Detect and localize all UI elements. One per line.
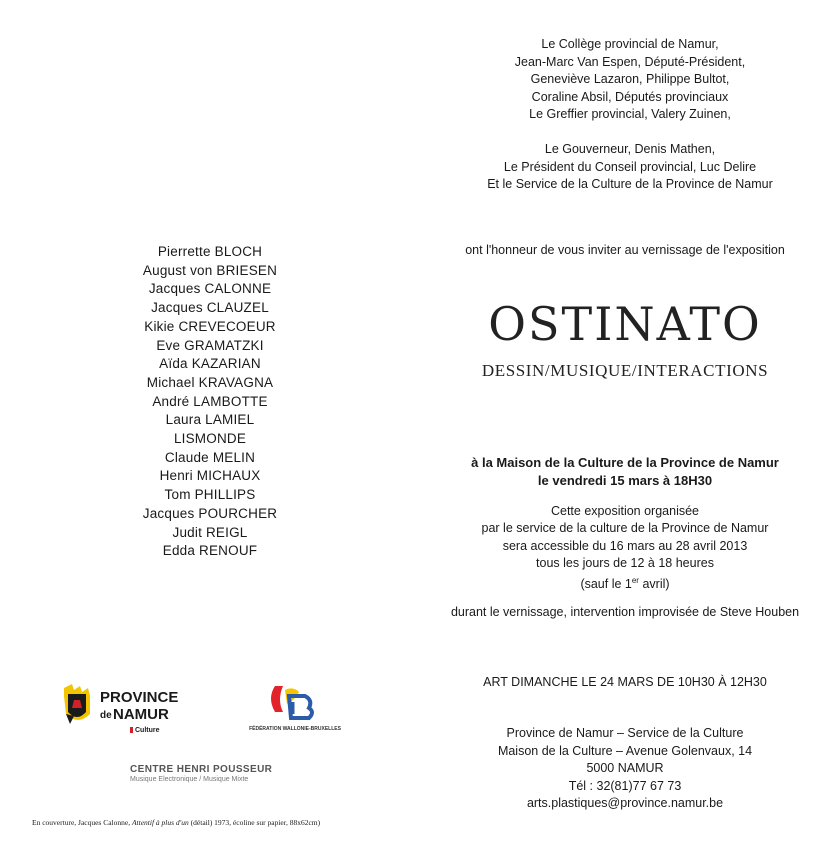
contact-line: Province de Namur – Service de la Culture xyxy=(506,726,744,740)
exhibition-title: OSTINATO xyxy=(488,297,762,351)
host-line: Le Collège provincial de Namur, xyxy=(541,37,719,51)
artist-name: Michael KRAVAGNA xyxy=(146,374,274,390)
centre-henri-pousseur-logo xyxy=(130,764,290,783)
info-text: avril) xyxy=(638,577,670,592)
contact-block xyxy=(425,725,825,813)
venue-line: à la Maison de la Culture de la Province de Namur xyxy=(471,455,779,470)
artist-name: Kikie CREVECOEUR xyxy=(144,318,276,334)
info-line: sera accessible du 16 mars au 28 avril 2013 xyxy=(502,538,748,553)
caption-text: En couverture, Jacques Calonne, xyxy=(32,818,132,827)
art-dimanche-note: ART DIMANCHE LE 24 MARS DE 10H30 À 12H30 xyxy=(483,675,767,689)
venue-date: le vendredi 15 mars à 18H30 xyxy=(537,472,713,488)
vernissage-note: durant le vernissage, intervention improvisée de Steve Houben xyxy=(450,605,800,619)
artist-list xyxy=(90,243,330,561)
province-logo-text: PROVINCE xyxy=(100,689,179,706)
artist-name: Laura LAMIEL xyxy=(165,412,255,428)
contact-phone: Tél : 32(81)77 67 73 xyxy=(568,778,682,793)
pousseur-name: CENTRE HENRI POUSSEUR xyxy=(130,764,273,775)
federation-wallonie-bruxelles-logo xyxy=(249,682,341,742)
host-line: Le Président du Conseil provincial, Luc Delire xyxy=(503,159,757,174)
artist-name: Claude MELIN xyxy=(164,449,256,465)
invitation-text: ont l'honneur de vous inviter au vernissage de l'exposition xyxy=(465,243,785,257)
spacer xyxy=(430,124,830,142)
contact-line: 5000 NAMUR xyxy=(586,761,664,775)
cover-caption xyxy=(32,818,452,827)
artist-name: Jacques CLAUZEL xyxy=(151,300,269,316)
host-line: Geneviève Lazaron, Philippe Bultot, xyxy=(530,72,730,86)
artist-name: Aïda KAZARIAN xyxy=(159,356,261,372)
hosts-block xyxy=(430,36,830,194)
province-logo-de: de xyxy=(100,710,112,721)
province-namur-logo xyxy=(60,680,200,740)
info-line: tous les jours de 12 à 18 heures xyxy=(536,555,714,570)
artist-name: Jacques CALONNE xyxy=(148,281,272,297)
host-line: Coraline Absil, Députés provinciaux xyxy=(531,89,729,104)
pousseur-subtitle: Musique Electronique / Musique Mixte xyxy=(130,776,249,783)
artist-name: Edda RENOUF xyxy=(162,543,258,559)
info-line: Cette exposition organisée xyxy=(550,504,699,518)
fwb-caption: FÉDÉRATION WALLONIE-BRUXELLES xyxy=(249,726,341,732)
info-text: (sauf le 1 xyxy=(580,577,632,592)
province-logo-namur: NAMUR xyxy=(113,706,169,723)
venue-block xyxy=(425,454,825,489)
artist-name: LISMONDE xyxy=(173,431,247,447)
fwb-emblem-icon xyxy=(271,686,312,718)
province-crest-icon xyxy=(64,684,90,724)
artist-name: Henri MICHAUX xyxy=(159,468,261,484)
ordinal-suffix: er xyxy=(631,576,639,586)
host-line: Le Gouverneur, Denis Mathen, xyxy=(544,142,716,156)
artist-name: Tom PHILLIPS xyxy=(164,487,256,503)
artist-name: Eve GRAMATZKI xyxy=(156,337,264,353)
caption-artwork-title: Attentif à plus d'un xyxy=(131,818,189,827)
info-line xyxy=(425,572,825,593)
exhibition-subtitle: DESSIN/MUSIQUE/INTERACTIONS xyxy=(481,361,769,380)
artist-name: August von BRIESEN xyxy=(142,262,278,278)
artist-name: André LAMBOTTE xyxy=(152,393,268,409)
artist-name: Judit REIGL xyxy=(172,524,248,540)
info-line: par le service de la culture de la Province de Namur xyxy=(481,521,769,536)
host-line: Le Greffier provincial, Valery Zuinen, xyxy=(529,107,731,121)
host-line: Jean-Marc Van Espen, Député-Président, xyxy=(514,54,746,69)
artist-name: Jacques POURCHER xyxy=(142,505,278,521)
host-line: Et le Service de la Culture de la Province de Namur xyxy=(487,177,773,191)
contact-email[interactable]: arts.plastiques@province.namur.be xyxy=(526,796,724,810)
artist-name: Pierrette BLOCH xyxy=(157,244,263,259)
exhibition-info xyxy=(425,503,825,594)
contact-line: Maison de la Culture – Avenue Golenvaux, 14 xyxy=(497,743,753,758)
province-logo-culture: Culture xyxy=(135,727,160,734)
caption-text: (détail) 1973, écoline sur papier, 88x62cm) xyxy=(188,818,321,827)
